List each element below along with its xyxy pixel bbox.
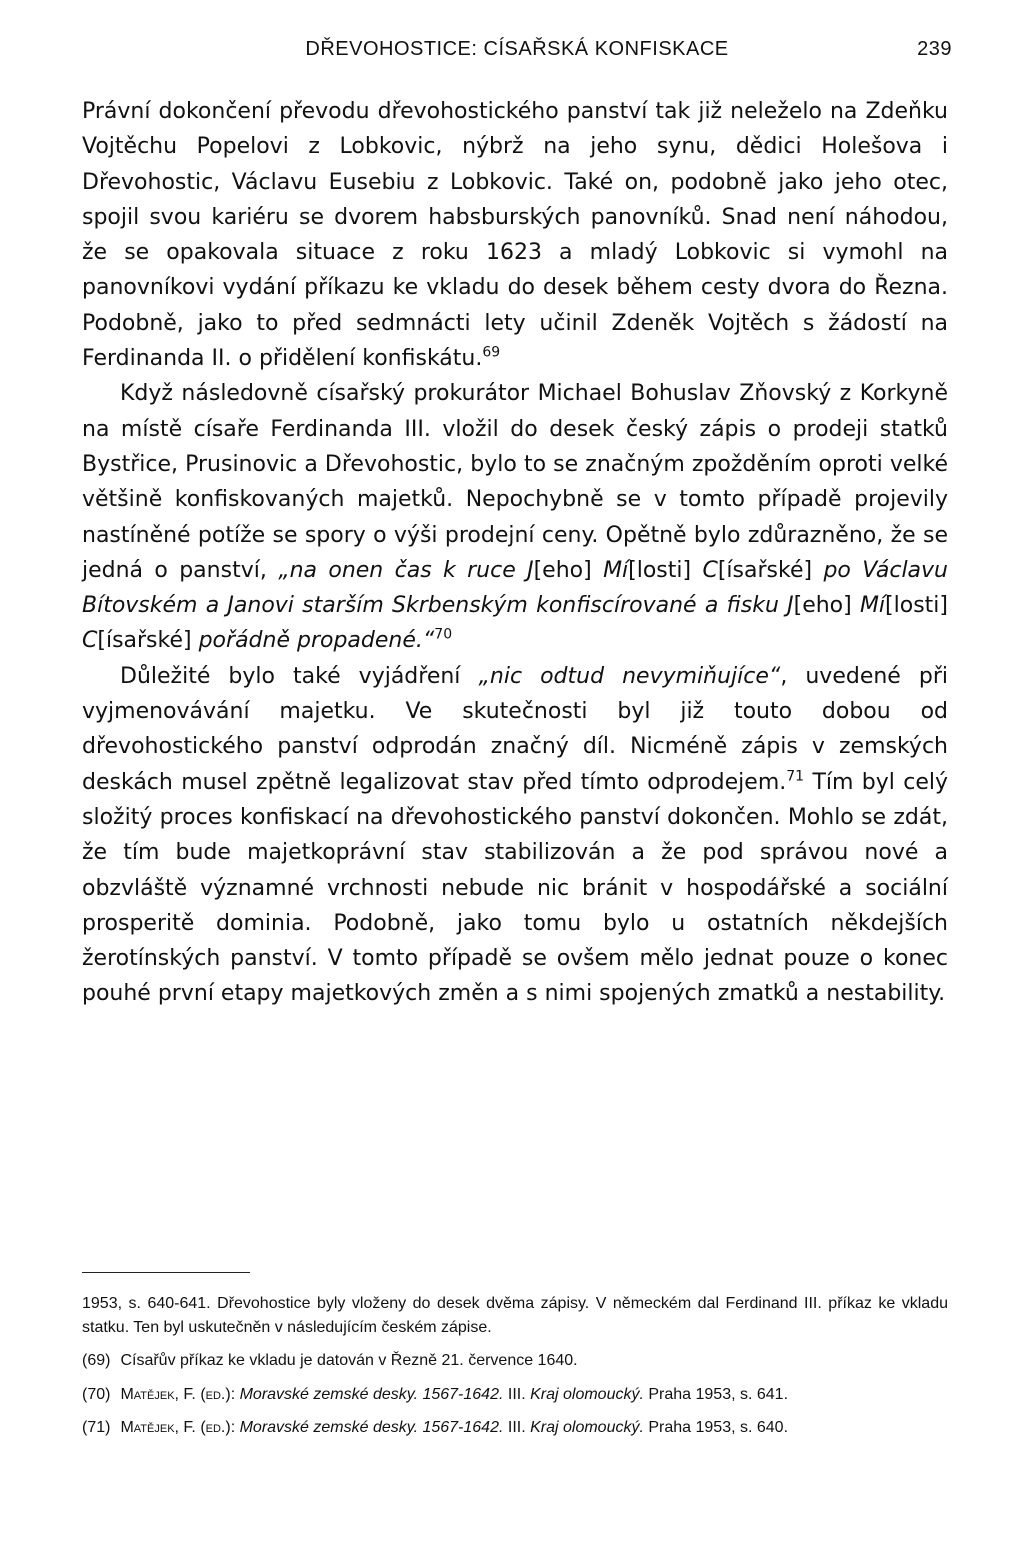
footnote-number: (71) [82, 1419, 111, 1436]
quote-italic: po Václavu Bítovském a Janovi starším Skrbenským konfiscírované a fisku J [82, 557, 948, 619]
editorial-bracket: [ísařské] [717, 557, 824, 583]
paragraph-2-text: Když následovně císařský prokurátor Michael Bohuslav Zňovský z Korkyně na místě císaře Ferdinanda III. vložil do desek český zápis o prodeji statků Bystřice, Prusinovic a Dřevohostic, bylo to se značným zpožděním oproti velké většině konfiskovaných majetků. Nepochybně se v tomto případě projevily nastíněné potíže se spory o výši prodejní ceny. Opětně bylo zdůrazněno, že se jedná o panství, [82, 381, 948, 583]
editorial-bracket: [losti] [885, 593, 948, 619]
footnote-ref-70: 70 [434, 627, 453, 644]
quote-italic: Mí [859, 593, 886, 619]
footnote-volume: III. [503, 1419, 531, 1436]
quote-italic: „na onen čas k ruce J [278, 557, 534, 583]
paragraph-1 [82, 94, 948, 376]
editorial-bracket: [ísařské] [97, 628, 199, 654]
footnote-continued: 1953, s. 640-641. Dřevohostice byly vloženy do desek dvěma zápisy. V německém dal Ferdinand III. příkaz ke vkladu statku. Ten byl uskutečněn v následujícím českém zápise. [82, 1295, 948, 1336]
footnote-title: Moravské zemské desky. 1567-1642. [239, 1419, 504, 1436]
quote-italic: Mí [603, 557, 629, 583]
footnote-number: (69) [82, 1352, 111, 1369]
editorial-bracket: [losti] [628, 557, 703, 583]
footnote-imprint: Praha 1953, s. 640. [643, 1419, 789, 1436]
footnotes [82, 1292, 948, 1450]
footnote-70 [82, 1383, 948, 1407]
paragraph-3-text: Tím byl celý složitý proces konfiskací na dřevohostického panství dokončen. Mohlo se zdát, že tím bude majetkoprávní stav stabilizován a že pod správou nové a obzvláště významné vrchnosti nebude nic bránit v hospodářské a sociální prosperitě dominia. Podobně, jako tomu bylo u ostatních někdejších žerotínských panství. V tomto případě se ovšem mělo jednat pouze o konec pouhé první etapy majetkových změn a s nimi spojených zmatků a nestability. [82, 769, 948, 1007]
footnote-title: Kraj olomoucký. [530, 1385, 644, 1403]
page-number: 239 [917, 38, 952, 60]
footnote-volume: III. [503, 1385, 531, 1403]
running-head: DŘEVOHOSTICE: CÍSAŘSKÁ KONFISKACE [305, 38, 729, 60]
paragraph-3-text: Důležité bylo také vyjádření [120, 663, 479, 689]
footnote-author: Matějek, F. (ed.): [120, 1385, 236, 1403]
footnote-text: Císařův příkaz ke vkladu je datován v Řezně 21. července 1640. [120, 1352, 578, 1369]
footnote-number: (70) [82, 1385, 111, 1403]
footnote-ref-69: 69 [482, 344, 501, 361]
paragraph-3-text: , uvedené při vyjmenovávání majetku. Ve skutečnosti byl již touto dobou od dřevohostického panství odprodán značný díl. Nicméně zápis v zemských deskách musel zpětně legalizovat stav před tímto odprodejem. [82, 663, 949, 795]
footnote-author: Matějek, F. (ed.): [120, 1419, 236, 1436]
footnote-69 [82, 1349, 948, 1373]
page-header [82, 38, 952, 68]
footnote-ref-71: 71 [786, 768, 805, 785]
quote-italic: pořádně propadené.“ [198, 628, 435, 654]
paragraph-2 [82, 376, 948, 658]
quote-italic: C [82, 628, 98, 654]
quote-italic: C [702, 557, 718, 583]
footnote-71 [82, 1416, 948, 1440]
quote-italic: „nic odtud nevymiňujíce“ [478, 663, 781, 689]
footnote-divider [82, 1272, 250, 1273]
paragraph-3 [82, 659, 948, 1012]
editorial-bracket: [eho] [793, 593, 860, 619]
footnote-title: Kraj olomoucký. [530, 1419, 644, 1436]
footnote-imprint: Praha 1953, s. 641. [643, 1385, 789, 1403]
paragraph-1-text: Právní dokončení převodu dřevohostického panství tak již neleželo na Zdeňku Vojtěchu Popelovi z Lobkovic, nýbrž na jeho synu, dědici Holešova i Dřevohostic, Václavu Eusebiu z Lobkovic. Také on, podobně jako jeho otec, spojil svou kariéru se dvorem habsburských panovníků. Snad není náhodou, že se opakovala situace z roku 1623 a mladý Lobkovic si vymohl na panovníkovi vydání příkazu ke vkladu do desek během cesty dvora do Řezna. Podobně, jako to před sedmnácti lety učinil Zdeněk Vojtěch s žádostí na Ferdinanda II. o přidělení konfiskátu. [82, 99, 948, 372]
body-text [82, 94, 948, 1012]
editorial-bracket: [eho] [533, 557, 604, 583]
footnote-title: Moravské zemské desky. 1567-1642. [239, 1385, 504, 1403]
